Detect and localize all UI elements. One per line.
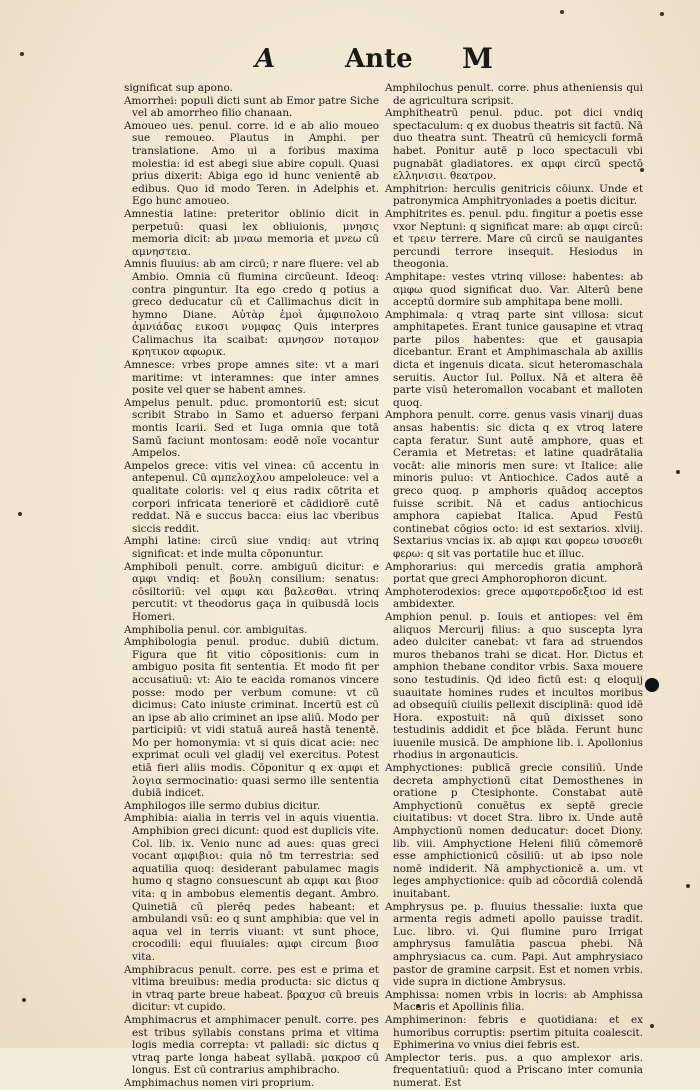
ink-blot bbox=[645, 678, 659, 692]
dictionary-entry: Amphissa: nomen vrbis in locris: ab Amphissa Macaris et Apollinis filia. bbox=[385, 988, 643, 1014]
paper-speck bbox=[560, 10, 564, 14]
dictionary-entry: Amphibolia penul. cor. ambiguitas. bbox=[124, 623, 308, 636]
paper-speck bbox=[686, 884, 690, 888]
paper-speck bbox=[22, 998, 26, 1002]
dictionary-entry: Amnesce: vrbes prope amnes site: vt a mari maritime: vt interamnes: que inter amnes posite vel quer se habent amnes. bbox=[124, 359, 379, 397]
dictionary-entry: Amphrysus pe. p. fluuius thessalie: iuxta que armenta regis admeti apollo pauisse tradit. Luc. libro. vi. Qui flumine puro Irrigat amphrysus famulātia pascua phebi. Nā amphrysiacus ca. cum. Papi. Aut amphrysiaco pastor de gramine carpsit. Est et nomen vrbis. vide supra in dictione Ambrysus. bbox=[385, 900, 643, 989]
dictionary-entry: Amphorarius: qui mercedis gratia amphorā portat que greci Amphorophoron dicunt. bbox=[385, 560, 643, 586]
dictionary-entry: Amorrhei: populi dicti sunt ab Emor patre Siche vel ab amorrheo filio chanaan. bbox=[124, 94, 379, 120]
dictionary-entry: Amphitrites es. penul. pdu. fingitur a poetis esse vxor Neptuni: q significat mare: ab αμφι circū: et τρειν terrere. Mare cū circū se nauigantes percundi terrore insequit. Hesiodus in theogonia. bbox=[385, 207, 643, 271]
dictionary-entry: Amphiboli penult. corre. ambiguū dicitur: e αμφι vndiq: et βουλη consilium: senatus: cōsiltoriū: vel αμφι και βαλεσθαι. vtrinq percutit: vt theodorus gaça in quibusdā locis Homeri. bbox=[124, 560, 379, 623]
dictionary-entry: Amphibia: aialia in terris vel in aquis viuentia. Amphibion greci dicunt: quod est duplicis vite. Col. lib. ix. Venio nunc ad aues: quas greci vocant αμφιβιοι: quia nō tm terrestria: sed aquatilia quoq: desiderant pabulamec magis humo q stagno consuescunt ab αμφι και βιοσ vita: q in ambobus elementis degant. Ambro. Quinetiā cū plerēq pedes habeant: et ambulandi vsū: eo q sunt amphibia: que vel in aqua vel in terris viuant: vt sunt phoce, crocodili: equi fluuiales: αμφι circum βιοσ vita. bbox=[124, 812, 379, 963]
dictionary-entry: Amphora penult. corre. genus vasis vinarij duas ansas habentis: sic dicta q ex vtroq latere capta feratur. Sunt autē amphore, quas et Ceramia et Metretas: et latine quadrātalia vocāt: alie minoris men sure: vt Italice: alie minoris puluo: vt Antiochice. Cados autē a greco quoq. p amphoris quādoq acceptos fuisse scribit. Nā et cadus antiochicus amphora capiebat Italica. Apud Festū continebat cōgios octo: id est sextarios. xlviij. Sextarius vncias ix. ab αμφι και φορεω ισυσεθι φερω: q sit vas portatile huc et illuc. bbox=[385, 409, 643, 560]
dictionary-entry: Amnestia latine: preteritor oblinio dicit in perpetuū: quasi lex obliuionis, μνησις memoria dicit: ab μναω memoria et μνεω cū αμνηστεια. bbox=[124, 207, 379, 258]
dictionary-entry: Amphibracus penult. corre. pes est e prima et vltima breuibus: media producta: sic dictus q in vtraq parte breue habeat. βραχυσ cū breuis dicitur: vt cupido. bbox=[124, 963, 379, 1014]
left-column bbox=[124, 82, 379, 1090]
dictionary-entry: Amphibologia penul. produc. dubiū dictum. Figura que fit vitio cōpositionis: cum in ambiguo posita fit sententia. Et modo fit per accusatiuū: vt: Aio te eacida romanos vincere posse: modo per verbum comune: vt cū dicimus: Cato iniuste criminat. Incertū est cū an ipse ab alio criminet an ipse aliū. Modo per participiū: vt vidi statuā aureā hastā tenentē. Mo per homonymia: vt si quis dicat acie: nec exprimat oculi vel gladij vel exercitus. Potest etiā fieri aliis modis. Cōponitur q ex αμφι et λογια sermocinatio: quasi sermo ille sententia dubiā indicet. bbox=[124, 636, 379, 800]
dictionary-entry: Amphion penul. p. Iouis et antiopes: vel ēm aliquos Mercurij filius: a quo suscepta lyra adeo dulciter canebat: vt fara ad struendos muros thebanos trahi se dicat. Hor. Dictus et amphion thebane conditor vrbis. Saxa mouere sono testudinis. Qd ideo fictū est: q eloquij suauitate homines rudes et incultos moribus ad obsequiū ciuilis pellexit disciplinā: quod idē Hora. expostuit: nā quū dixisset sono testudinis addidit et p̄ce blāda. Ferunt hunc iuuenile musicā. De amphione lib. i. Apollonius rhodius in argonauticis. bbox=[385, 610, 643, 762]
dictionary-entry: Amphilogos ille sermo dubius dicitur. bbox=[124, 799, 321, 812]
dictionary-entry: Amphi latine: circū siue vndiq: aut vtrinq significat: et inde multa cōponuntur. bbox=[124, 535, 379, 560]
dictionary-entry: Amphitrion: herculis genitricis cōiunx. Unde et patronymica Amphitryoniades a poetis dicitur. bbox=[385, 182, 643, 208]
dictionary-entry: Amoueo ues. penul. corre. id e ab alio moueo sue remoueo. Plautus in Amphi. per translatione. Amo ui a foribus maxima molestia: id est abegi siue abire copuli. Quasi prius dixerit: Abiga ego id hunc venientē ab edibus. Quo id modo Teren. in Adelphis et. Ego hunc amoueo. bbox=[124, 119, 379, 208]
dictionary-entry: Ampelus penult. pduc. promontoriū est: sicut scribit Strabo in Samo et aduerso ferpani montis Icarii. Sed et Iuga omnia que totā Samū faciunt montosam: eodē noīe vocantur Ampelos. bbox=[124, 396, 379, 460]
header-folio: M bbox=[462, 42, 493, 75]
dictionary-entry: Amphimacrus et amphimacer penult. corre. pes est tribus syllabis constans prima et vltima logis media correpta: vt palladi: sic dictus q vtraq parte longa habeat syllabā. μακροσ cū longus. Est cū contrarius amphibracho. bbox=[124, 1013, 379, 1077]
dictionary-entry: Amphimala: q vtraq parte sint villosa: sicut amphitapetes. Erant tunice gausapine et vtraq parte pilos habentes: que et gausapia dicebantur. Erant et Amphimaschala ab axillis dicta et ingenuis dicata. sicut heteromaschala seruitis. Auctor Iul. Pollux. Nā et altera ēē parte visū heteromallon vocabant et malloten quoq. bbox=[385, 308, 643, 409]
dictionary-entry: Amphimerinon: febris e quotidiana: et ex humoribus corruptis: psertim pituita coalescit. Ephimerina vo vnius diei febris est. bbox=[385, 1013, 643, 1052]
header-title: Ante bbox=[345, 44, 413, 74]
right-column bbox=[385, 82, 643, 1090]
dictionary-entry: Ampelos grece: vitis vel vinea: cū accentu in antepenul. Cū αμπελοχλου ampeloleuce: vel a qualitate coloris: vel q eius radix cōtrita et corpori infricata teneriorē et cādidiorē cutē reddat. Nā e succus bacca: eius lac vberibus siccis reddit. bbox=[124, 459, 379, 535]
dictionary-entry: Amphitape: vestes vtrinq villose: habentes: ab αμφω quod significat duo. Var. Alterū bene acceptū dormire sub amphitapa bene molli. bbox=[385, 270, 643, 309]
paper-speck bbox=[18, 512, 22, 516]
dictionary-entry: Amnis fluuius: ab am circū; r nare fluere: vel ab Ambio. Omnia cū flumina circūeunt. Ideoq: contra pinguntur. Ita ego credo q potius a greco deducatur cū et Callimachus dicit in hymno Diane. Αὐτὰρ ἐμοὶ ἀμφιπολοιο ἀμνιάδας εικοσι νυμφας Quis interpres Calimachus ita scaibat: αμνησον ποταμον κρητικον αφωρικ. bbox=[124, 258, 379, 359]
dictionary-entry: Amphimachus nomen viri proprium. bbox=[124, 1076, 315, 1089]
dictionary-entry: Amplector teris. pus. a quo amplexor aris. frequentatiuū: quod a Priscano inter comunia numerat. Est bbox=[385, 1051, 643, 1089]
paper-speck bbox=[660, 12, 664, 16]
dictionary-entry: Amphoterodexios: grece αμφοτεροδεξιοσ id est ambidexter. bbox=[385, 585, 643, 611]
dictionary-entry: Amphilochus penult. corre. phus atheniensis qui de agricultura scripsit. bbox=[385, 82, 643, 107]
paper-speck bbox=[650, 1024, 654, 1028]
dictionary-entry: significat sup apono. bbox=[124, 82, 233, 94]
running-header bbox=[0, 40, 700, 80]
header-signature: A bbox=[255, 44, 276, 74]
paper-speck bbox=[676, 470, 680, 474]
dictionary-entry: Amphyctiones: publicā grecie consiliū. Unde decreta amphyctionū citat Demosthenes in oratione p Ctesiphonte. Constabat autē Amphyctionū conuētus ex septē grecie ciuitatibus: vt docet Stra. libro ix. Unde autē Amphyctionū nomen deducatur: docet Diony. lib. viii. Amphyctione Heleni filiū cōmemorē esse amphictionicū cōsiliū: ut ab ipso nole nomē indiderit. Nā amphyctionicē a. um. vt leges amphyctionice: quib ad cōcordiā colendā inuitabant. bbox=[385, 762, 643, 900]
dictionary-entry: Amphitheatrū penul. pduc. pot dici vndiq spectaculum: q ex duobus theatris sit factū. Nā duo theatra sunt. Theatrū cū hemicycli formā habet. Ponitur autē p loco spectaculi vbi pugnabāt gladiatores. ex αμφι circū spectō ελληνισιι. θεατρον. bbox=[385, 107, 643, 183]
